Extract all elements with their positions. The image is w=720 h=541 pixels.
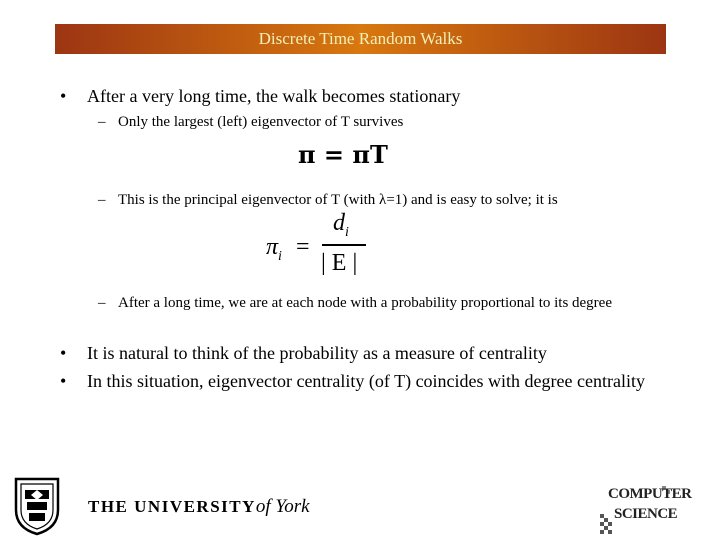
equation-lhs: $\pi_i$: [266, 234, 282, 264]
subbullet-dash: –: [98, 295, 106, 311]
logo-line-1: COMPUTER: [608, 486, 692, 502]
equation-numerator: $d_i$: [333, 210, 349, 240]
slide-title: Discrete Time Random Walks: [258, 29, 463, 48]
subbullet-text: This is the principal eigenvector of T (with λ=1) and is easy to solve; it is: [118, 192, 558, 208]
logo-line-2: SCIENCE: [614, 506, 678, 522]
equation-stationary: π = πT: [298, 140, 388, 169]
equation-equals: =: [296, 234, 310, 260]
bullet-item: [60, 369, 647, 394]
fraction-bar: [322, 244, 366, 246]
subbullet-text: Only the largest (left) eigenvector of T survives: [118, 114, 404, 130]
university-wordmark: THE UNIVERSITYof York: [88, 496, 310, 517]
subbullet-dash: –: [98, 192, 106, 208]
equation-degree-fraction: [266, 208, 376, 288]
subbullet-item: [98, 190, 678, 211]
bullet-item: [60, 84, 687, 109]
subbullet-item: [98, 112, 678, 133]
university-crest-icon: [13, 476, 61, 541]
subbullet-dash: –: [98, 114, 106, 130]
subbullet-item: [98, 293, 668, 314]
subbullet-text: After a long time, we are at each node with a probability proportional to its degree: [118, 295, 612, 311]
bullet-text: It is natural to think of the probability as a measure of centrality: [87, 343, 547, 363]
bullet-text: After a very long time, the walk becomes stationary: [87, 86, 461, 106]
bullet-dot: •: [60, 86, 67, 106]
title-bar: [55, 24, 666, 54]
equation-denominator: | E |: [321, 250, 358, 276]
bullet-dot: •: [60, 343, 67, 363]
computer-science-logo: [600, 484, 692, 534]
bullet-item: [60, 341, 687, 366]
bullet-text: In this situation, eigenvector centrality (of T) coincides with degree centrality: [87, 371, 645, 391]
bullet-dot: •: [60, 371, 67, 391]
